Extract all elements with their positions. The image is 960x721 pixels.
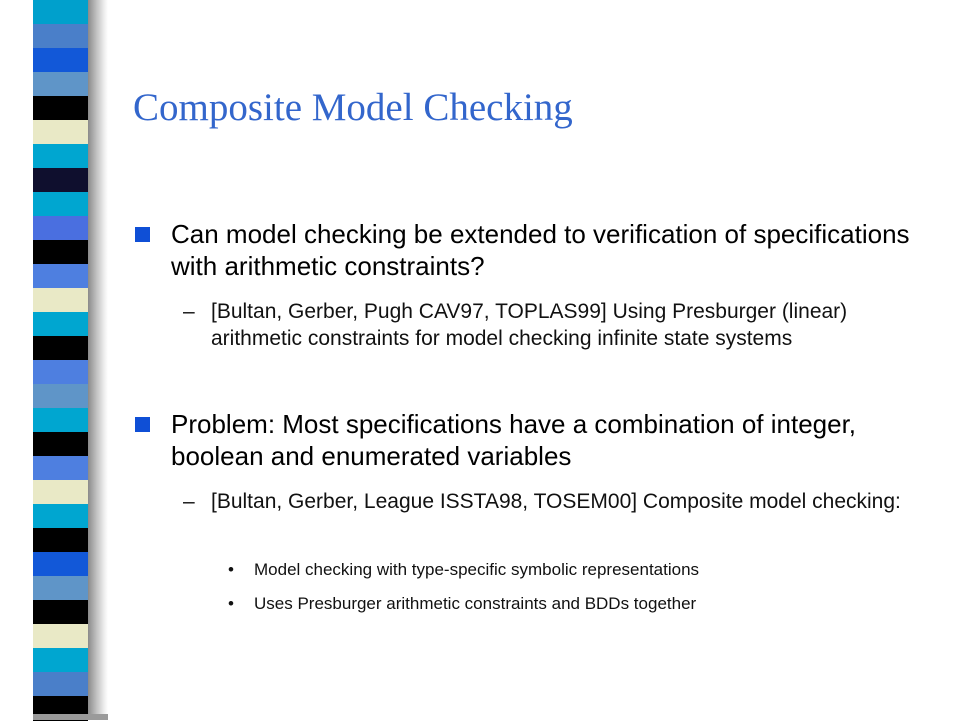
bullet-text: Can model checking be extended to verification of specifications with arithmetic constraints? [171,219,910,281]
stripe-segment [33,480,88,505]
stripe-segment [33,240,88,265]
stripe-segment [33,312,88,337]
stripe-segment [33,72,88,97]
stripe-segment [33,216,88,241]
stripe-bottom-edge [33,714,108,720]
bullet-square-icon [135,417,150,432]
slide-title: Composite Model Checking [133,86,573,129]
stripe-segment [33,24,88,49]
bullet-text: Problem: Most specifications have a combination of integer, boolean and enumerated variables [171,409,857,471]
sub-bullet-text: [Bultan, Gerber, Pugh CAV97, TOPLAS99] Using Presburger (linear) arithmetic constraints for model checking infinite state systems [211,300,848,350]
sub-sub-bullet-text: Model checking with type-specific symbolic representations [254,560,700,579]
dash-icon: – [183,300,195,323]
stripe-segment [33,648,88,673]
stripe-segment [33,192,88,217]
stripe-segment [33,576,88,601]
stripe-segment [33,144,88,169]
stripe-segment [33,264,88,289]
stripe-segment [33,456,88,481]
dot-bullet-icon: • [228,594,234,613]
bullet-square-icon [135,227,150,242]
stripe-shadow [88,0,108,720]
stripe-segment [33,624,88,649]
stripe-segment [33,528,88,553]
sub-bullet-text: [Bultan, Gerber, League ISSTA98, TOSEM00] Composite model checking: [211,490,901,513]
stripe-segment [33,48,88,73]
stripe-segment [33,384,88,409]
sub-sub-bullet-text: Uses Presburger arithmetic constraints and BDDs together [254,594,697,613]
dot-bullet-icon: • [228,560,234,579]
stripe-segment [33,120,88,145]
stripe-segment [33,96,88,121]
stripe-segment [33,672,88,697]
stripe-segment [33,600,88,625]
stripe-segment [33,168,88,193]
stripe-segment [33,552,88,577]
stripe-segment [33,432,88,457]
stripe-segment [33,408,88,433]
stripe-segment [33,0,88,25]
stripe-segment [33,504,88,529]
dash-icon: – [183,490,195,513]
stripe-segment [33,288,88,313]
stripe-segment [33,336,88,361]
stripe-segment [33,360,88,385]
decorative-stripe-bar [33,0,88,720]
